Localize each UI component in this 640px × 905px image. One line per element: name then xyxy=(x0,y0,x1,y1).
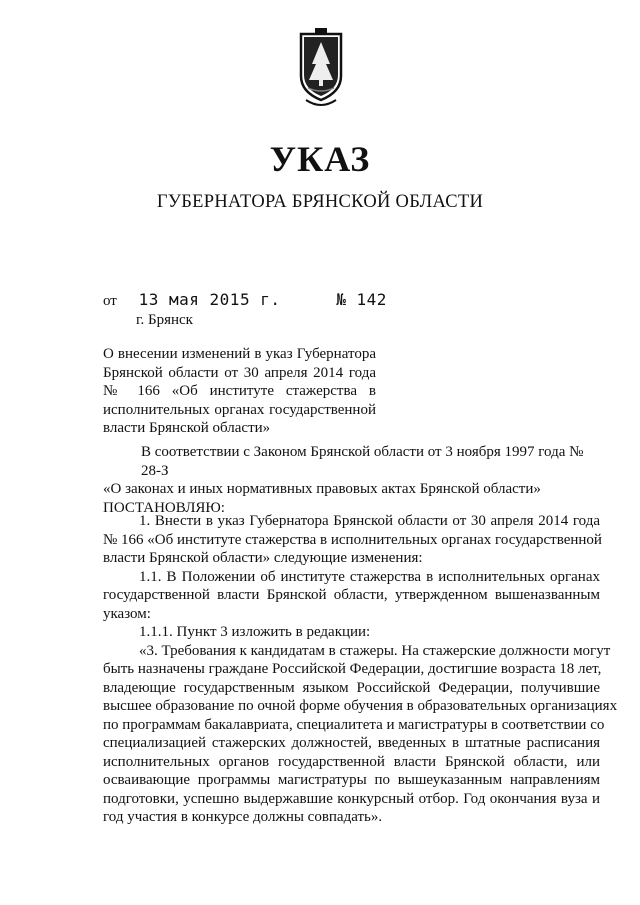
body-line: год участия в конкурсе должны совпадать». xyxy=(103,809,383,825)
document-subtitle: ГУБЕРНАТОРА БРЯНСКОЙ ОБЛАСТИ xyxy=(156,192,484,212)
date-number-row xyxy=(103,290,387,310)
body-line: осваивающие программы магистратуры по вышеуказанным направлениям xyxy=(103,772,600,788)
basis-line: В соответствии с Законом Брянской области от 3 ноября 1997 года № 28-З xyxy=(141,444,584,479)
coat-of-arms-emblem xyxy=(298,28,344,108)
from-label: от xyxy=(103,293,117,309)
heading-line: исполнительных органах государственной xyxy=(103,401,376,418)
basis-line: «О законах и иных нормативных правовых актах Брянской области» xyxy=(103,481,541,497)
body-line: № 166 «Об институте стажерства в исполнительных органах государственной xyxy=(103,531,602,548)
basis-line-decree: ПОСТАНОВЛЯЮ: xyxy=(103,499,225,516)
body-line: государственной власти Брянской области, утвержденном вышеназванным xyxy=(103,587,600,603)
legal-basis-paragraph xyxy=(103,443,600,517)
body-line: высшее образование по очной форме обучения в образовательных организациях xyxy=(103,698,618,714)
body-line: 1. Внести в указ Губернатора Брянской области от 30 апреля 2014 года xyxy=(139,513,600,529)
decree-body xyxy=(103,512,618,827)
heading-line: О внесении изменений в указ Губернатора xyxy=(103,346,376,362)
body-line: указом: xyxy=(103,605,151,622)
body-line: специализацией стажерских должностей, введенных в штатные расписания xyxy=(103,735,600,751)
body-line: исполнительных органов государственной власти Брянской области, или xyxy=(103,753,600,770)
document-heading xyxy=(103,345,376,438)
body-line: владеющие государственным языком Российской Федерации, получившие xyxy=(103,679,600,696)
body-line: по программам бакалавриата, специалитета и магистратуры в соответствии со xyxy=(103,716,605,733)
document-city: г. Брянск xyxy=(136,312,193,328)
body-line: 1.1.1. Пункт 3 изложить в редакции: xyxy=(139,624,371,640)
document-number: № 142 xyxy=(336,290,387,309)
body-line: власти Брянской области» следующие изменения: xyxy=(103,550,423,566)
heading-line: № 166 «Об институте стажерства в xyxy=(103,383,376,400)
body-line: «3. Требования к кандидатам в стажеры. На стажерские должности могут xyxy=(139,642,611,659)
heading-line: власти Брянской области» xyxy=(103,420,271,437)
document-title: УКАЗ xyxy=(269,139,371,179)
heading-line: Брянской области от 30 апреля 2014 года xyxy=(103,364,376,381)
body-line: 1.1. В Положении об институте стажерства в исполнительных органах xyxy=(139,568,600,585)
body-line: подготовки, успешно выдержавшие конкурсный отбор. Год окончания вуза и xyxy=(103,790,600,807)
document-date: 13 мая 2015 г. xyxy=(138,290,281,309)
body-line: быть назначены граждане Российской Федерации, достигшие возраста 18 лет, xyxy=(103,661,602,677)
